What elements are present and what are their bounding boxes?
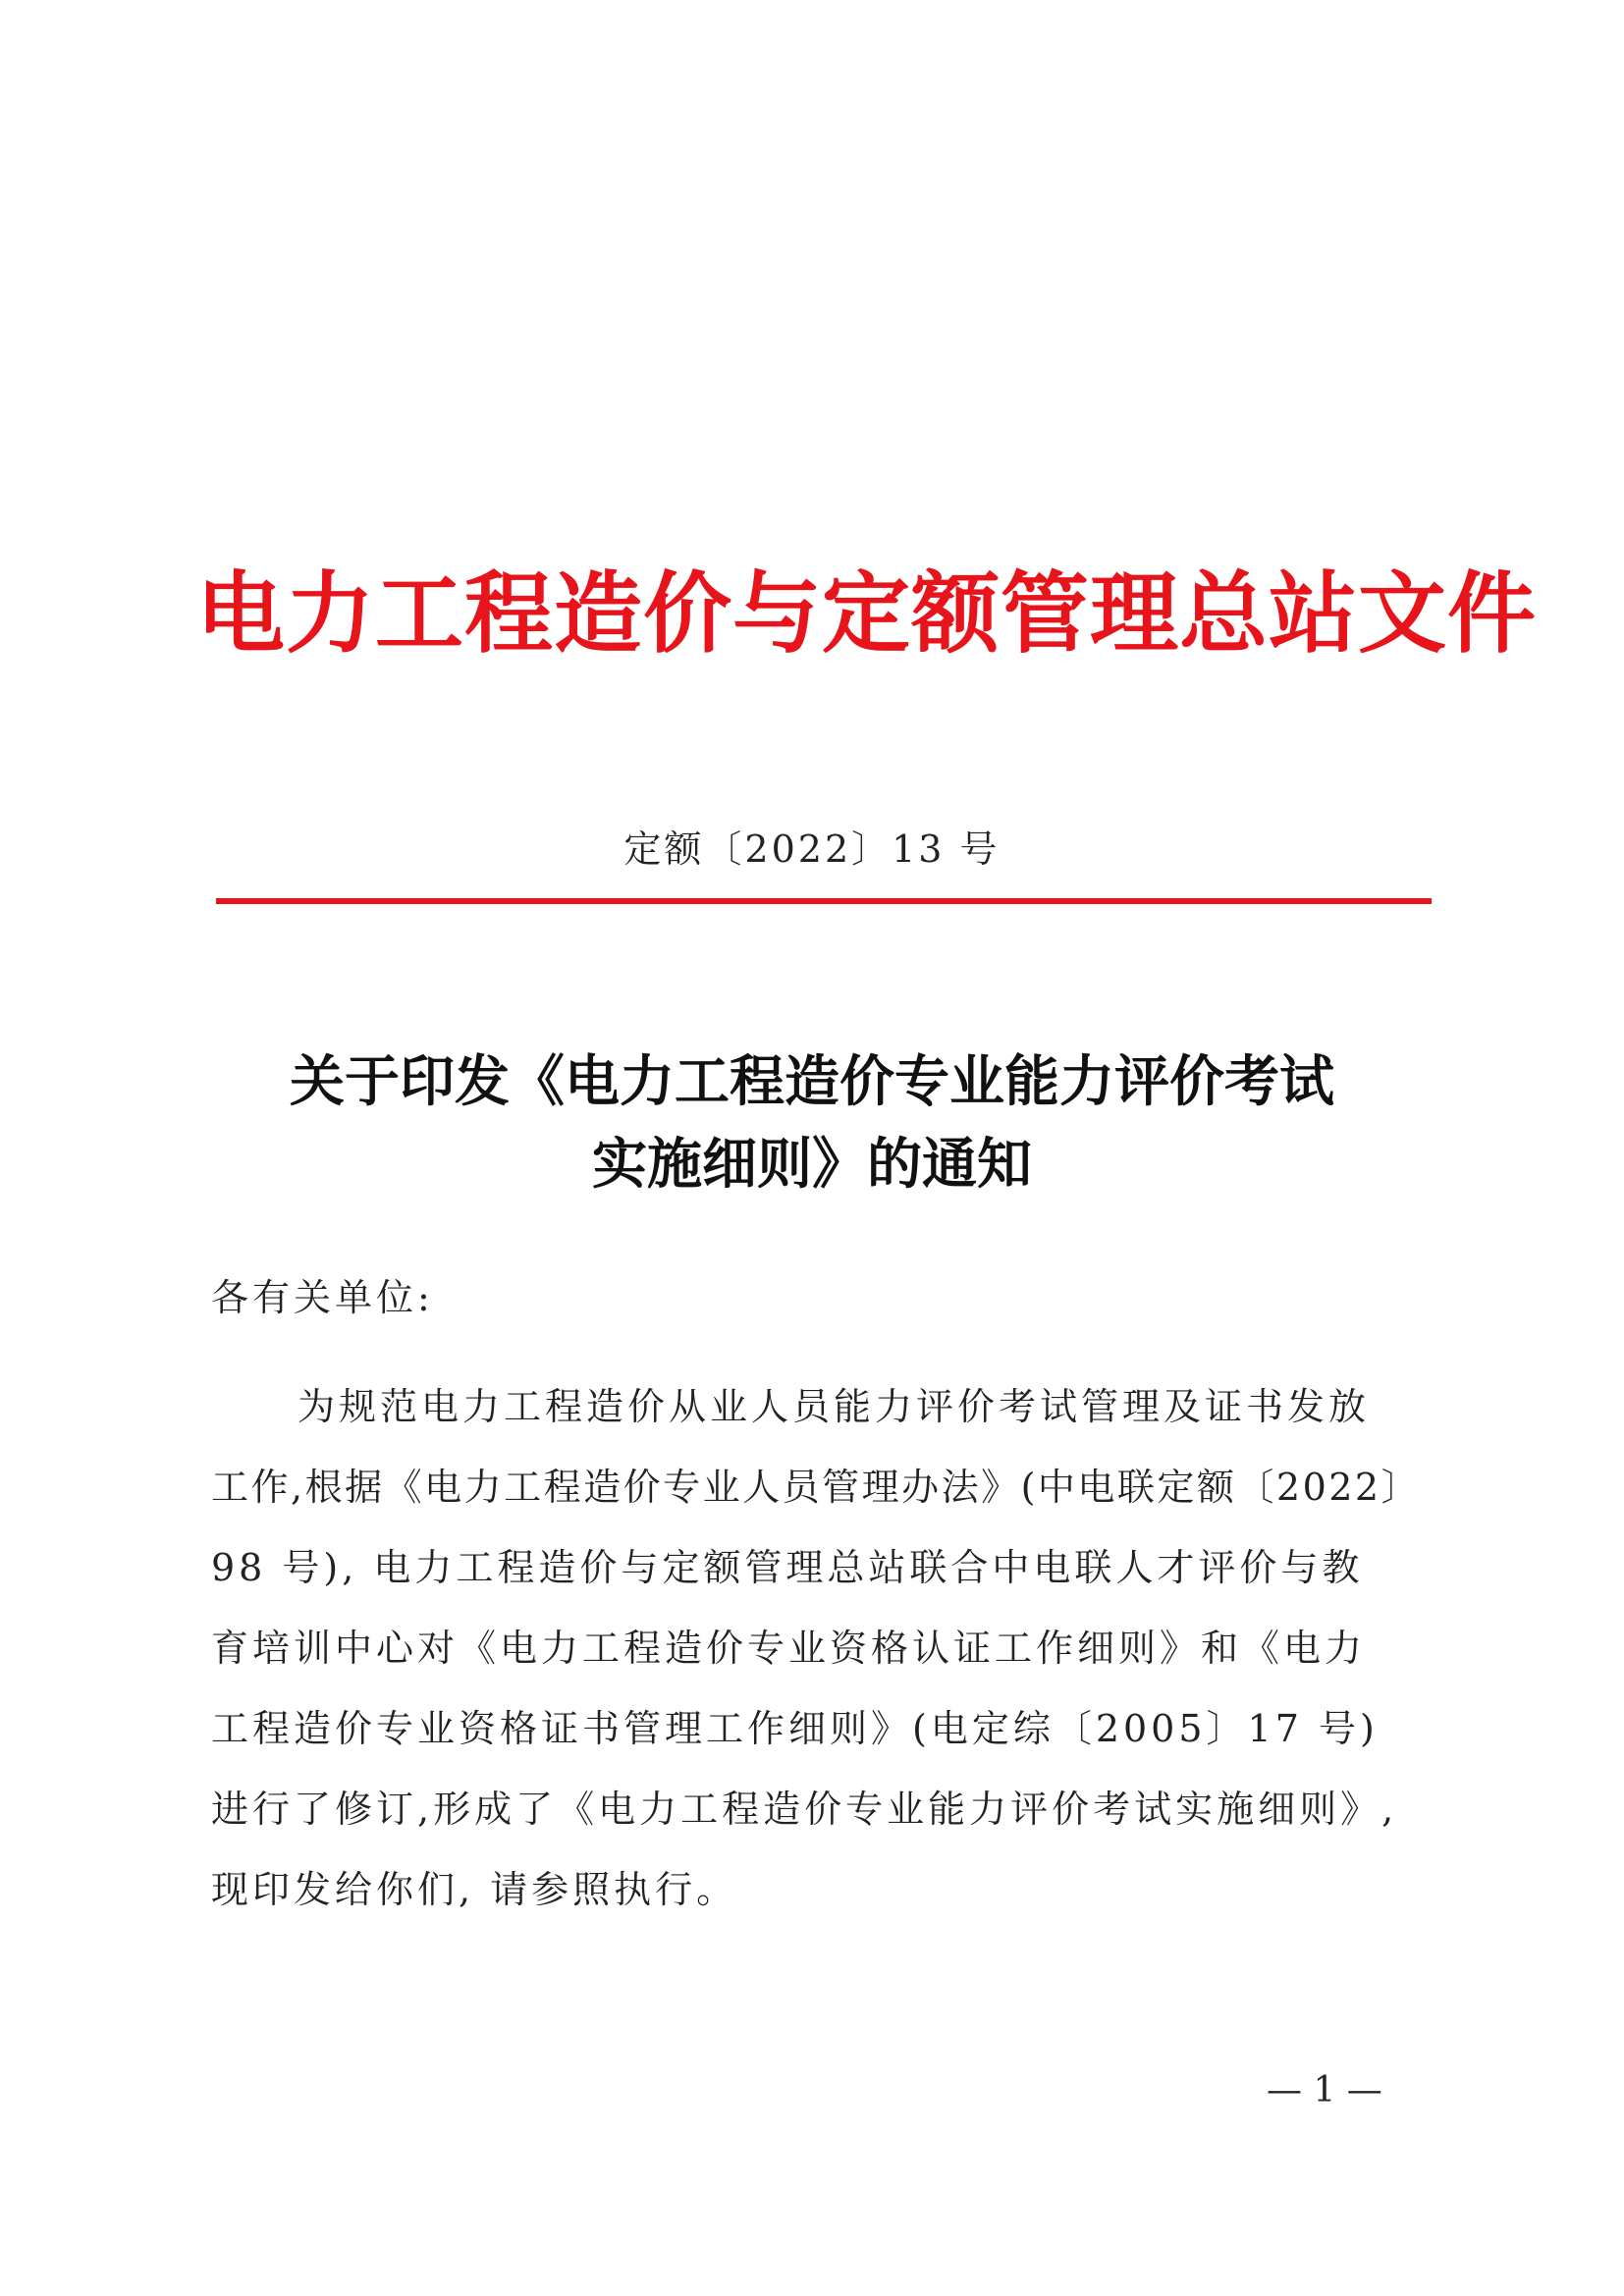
notice-title-line-2: 实施细则》的通知 <box>592 1132 1032 1197</box>
body-line: 现印发给你们, 请参照执行。 <box>211 1868 738 1911</box>
document-number: 定额〔2022〕13 号 <box>623 828 1001 871</box>
body-paragraph <box>211 1366 1429 1930</box>
body-line: 工程造价专业资格证书管理工作细则》(电定综〔2005〕17 号) <box>211 1707 1379 1750</box>
page-number: — 1 — <box>1267 2070 1382 2110</box>
issuer-header-title: 电力工程造价与定额管理总站文件 <box>196 561 1537 666</box>
salutation: 各有关单位: <box>211 1276 434 1319</box>
notice-title-line-1: 关于印发《电力工程造价专业能力评价考试 <box>290 1049 1334 1114</box>
body-line: 为规范电力工程造价从业人员能力评价考试管理及证书发放 <box>298 1385 1371 1428</box>
body-line: 98 号), 电力工程造价与定额管理总站联合中电联人才评价与教 <box>211 1546 1364 1589</box>
notice-title <box>196 1041 1428 1205</box>
body-line: 工作,根据《电力工程造价专业人员管理办法》(中电联定额〔2022〕 <box>211 1466 1422 1509</box>
red-separator-line <box>216 898 1432 904</box>
body-line: 育培训中心对《电力工程造价专业资格认证工作细则》和《电力 <box>211 1627 1367 1670</box>
body-line: 进行了修订,形成了《电力工程造价专业能力评价考试实施细则》, <box>211 1788 1398 1831</box>
